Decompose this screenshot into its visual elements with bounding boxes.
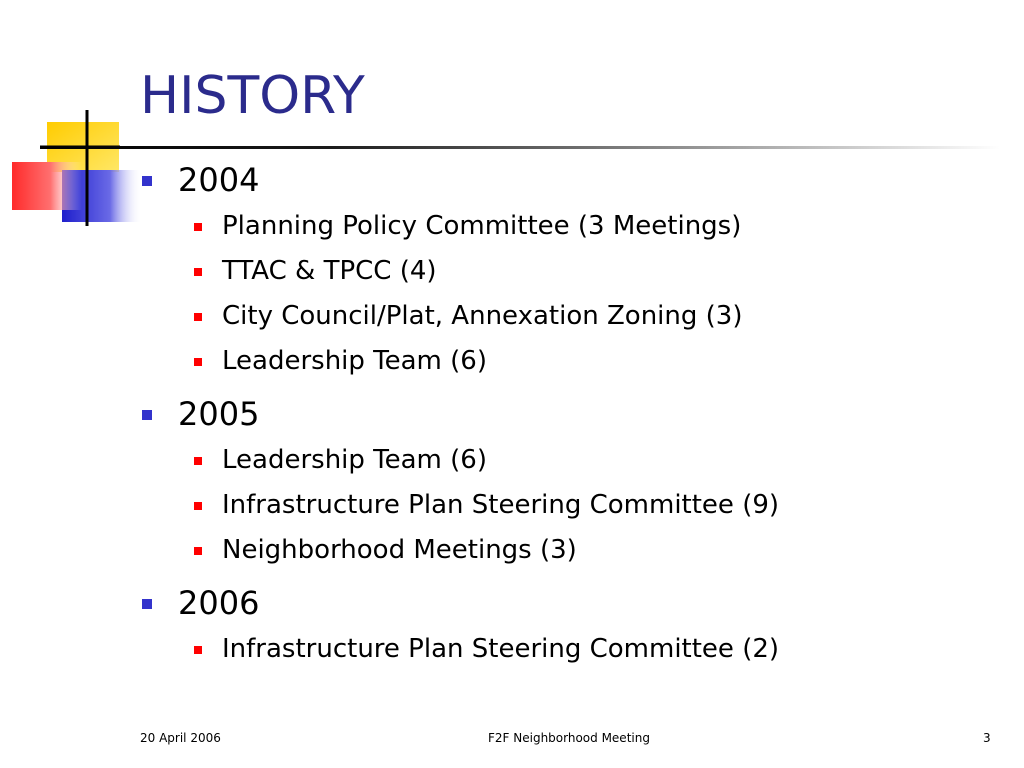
list-item-text: City Council/Plat, Annexation Zoning (3) [222,301,743,331]
bullet-list [140,156,1000,672]
square-bullet-icon [194,313,202,321]
square-bullet-icon [142,176,152,186]
section-2006 [140,579,1000,627]
square-bullet-icon [194,358,202,366]
list-item [140,528,1000,573]
list-item [140,339,1000,384]
square-bullet-icon [142,410,152,420]
square-bullet-icon [194,502,202,510]
list-item [140,627,1000,672]
list-item [140,483,1000,528]
square-bullet-icon [194,547,202,555]
section-label: 2006 [178,584,260,622]
list-item-text: Leadership Team (6) [222,445,487,475]
square-bullet-icon [194,457,202,465]
list-item-text: Infrastructure Plan Steering Committee (2) [222,634,780,664]
list-item-text: Leadership Team (6) [222,346,487,376]
footer-date: 20 April 2006 [140,731,221,745]
list-item-text: Planning Policy Committee (3 Meetings) [222,211,742,241]
page-number: 3 [983,731,991,745]
title-divider [40,146,1000,149]
footer-title: F2F Neighborhood Meeting [488,731,650,745]
section-label: 2005 [178,395,260,433]
list-item [140,438,1000,483]
square-bullet-icon [142,599,152,609]
list-item [140,204,1000,249]
section-2004 [140,156,1000,204]
list-item-text: TTAC & TPCC (4) [222,256,437,286]
square-bullet-icon [194,646,202,654]
section-2005 [140,390,1000,438]
list-item-text: Infrastructure Plan Steering Committee (9) [222,490,780,520]
slide-title: HISTORY [140,66,365,126]
section-label: 2004 [178,161,260,199]
square-bullet-icon [194,223,202,231]
square-bullet-icon [194,268,202,276]
list-item [140,249,1000,294]
list-item-text: Neighborhood Meetings (3) [222,535,577,565]
list-item [140,294,1000,339]
deco-red-square [12,162,82,210]
